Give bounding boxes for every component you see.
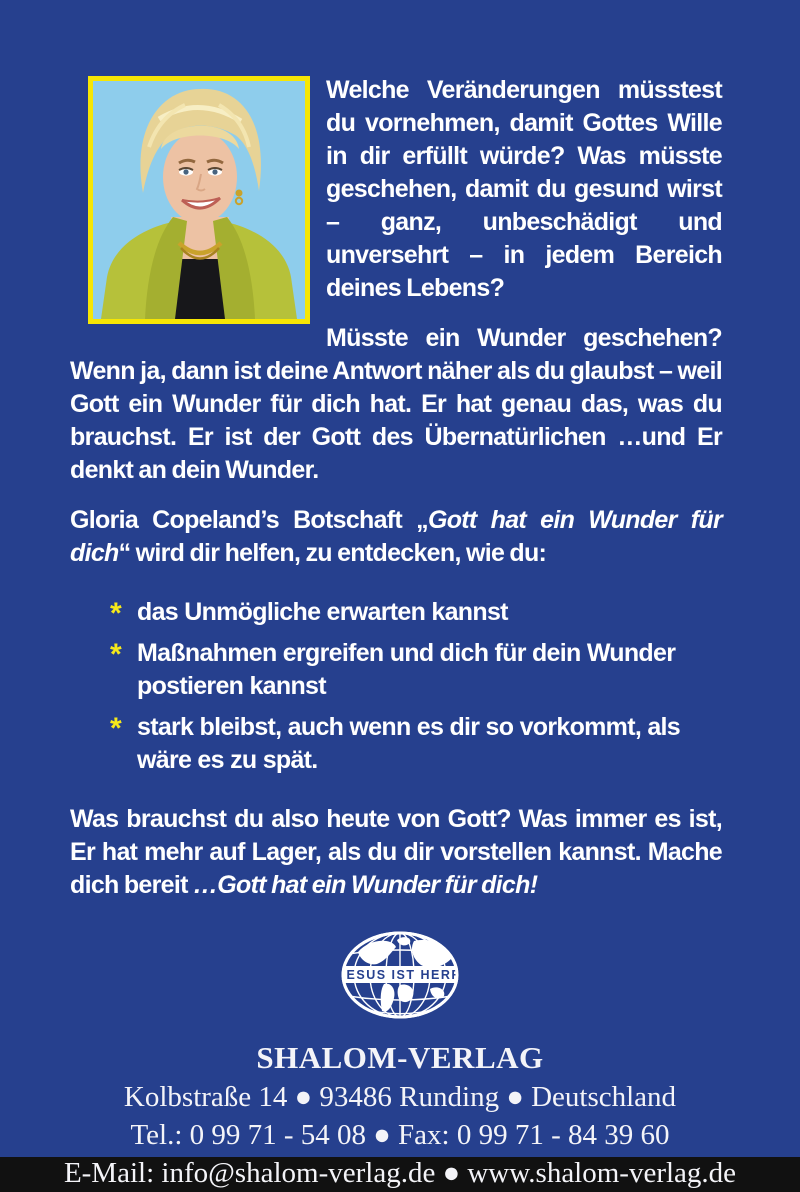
publisher-block bbox=[0, 1038, 800, 1192]
blurb-paragraph-1: Welche Veränderungen müsstest du vornehmen, damit Gottes Wille in dir erfüllt würde? Was müsste geschehen, damit du gesund wirst – ganz, unbeschädigt und unversehrt – in jedem Bereich deines Lebens? bbox=[326, 76, 722, 302]
bullet-text: das Unmögliche erwarten kannst bbox=[137, 598, 508, 626]
publisher-address: Kolbstraße 14 ● 93486 Runding ● Deutschland bbox=[123, 1081, 677, 1113]
bullet-item bbox=[110, 637, 722, 703]
asterisk-icon: * bbox=[110, 712, 121, 745]
bullet-item bbox=[110, 596, 722, 629]
blurb-paragraph-2: Müsste ein Wunder geschehen? Wenn ja, dann ist deine Antwort näher als du glaubst – weil Gott ein Wunder für dich hat. Er hat genau das, was du brauchst. Er ist der Gott des Übernatürlichen …und Er denkt an dein Wunder. bbox=[70, 324, 722, 484]
book-title-text: Gott hat ein Wunder für dich bbox=[70, 506, 722, 567]
author-photo bbox=[88, 76, 310, 324]
logo-banner-text: JESUS IST HERR bbox=[338, 968, 462, 982]
publisher-phone-fax: Tel.: 0 99 71 - 54 08 ● Fax: 0 99 71 - 84 39 60 bbox=[130, 1119, 670, 1151]
asterisk-icon: * bbox=[110, 597, 121, 630]
bullet-text: stark bleibst, auch wenn es dir so vorkommt, als wäre es zu spät. bbox=[137, 713, 680, 774]
book-title-text: …Gott hat ein Wunder für dich! bbox=[192, 871, 538, 899]
publisher-email-web: E-Mail: info@shalom-verlag.de ● www.shalom-verlag.de bbox=[63, 1157, 737, 1189]
bullet-text: Maßnahmen ergreifen und dich für dein Wunder postieren kannst bbox=[137, 639, 676, 700]
gloria-portrait-illustration bbox=[93, 81, 305, 319]
globe-icon bbox=[338, 928, 462, 1022]
blurb-paragraph-4 bbox=[70, 803, 722, 902]
asterisk-icon: * bbox=[110, 638, 121, 671]
text-segment: “ wird dir helfen, zu entdecken, wie du: bbox=[118, 539, 547, 567]
bullet-item bbox=[110, 711, 722, 777]
text-segment: Was brauchst du also heute von Gott? Was immer es ist, Er hat mehr auf Lager, als du dir vorstellen kannst. Mache dich bereit bbox=[70, 805, 722, 899]
bullet-list bbox=[70, 596, 722, 777]
text-segment: Gloria Copeland’s Botschaft „ bbox=[70, 506, 428, 534]
publisher-logo bbox=[338, 928, 462, 1022]
publisher-name: SHALOM-VERLAG bbox=[256, 1040, 544, 1075]
blurb-paragraph-3 bbox=[70, 504, 722, 570]
